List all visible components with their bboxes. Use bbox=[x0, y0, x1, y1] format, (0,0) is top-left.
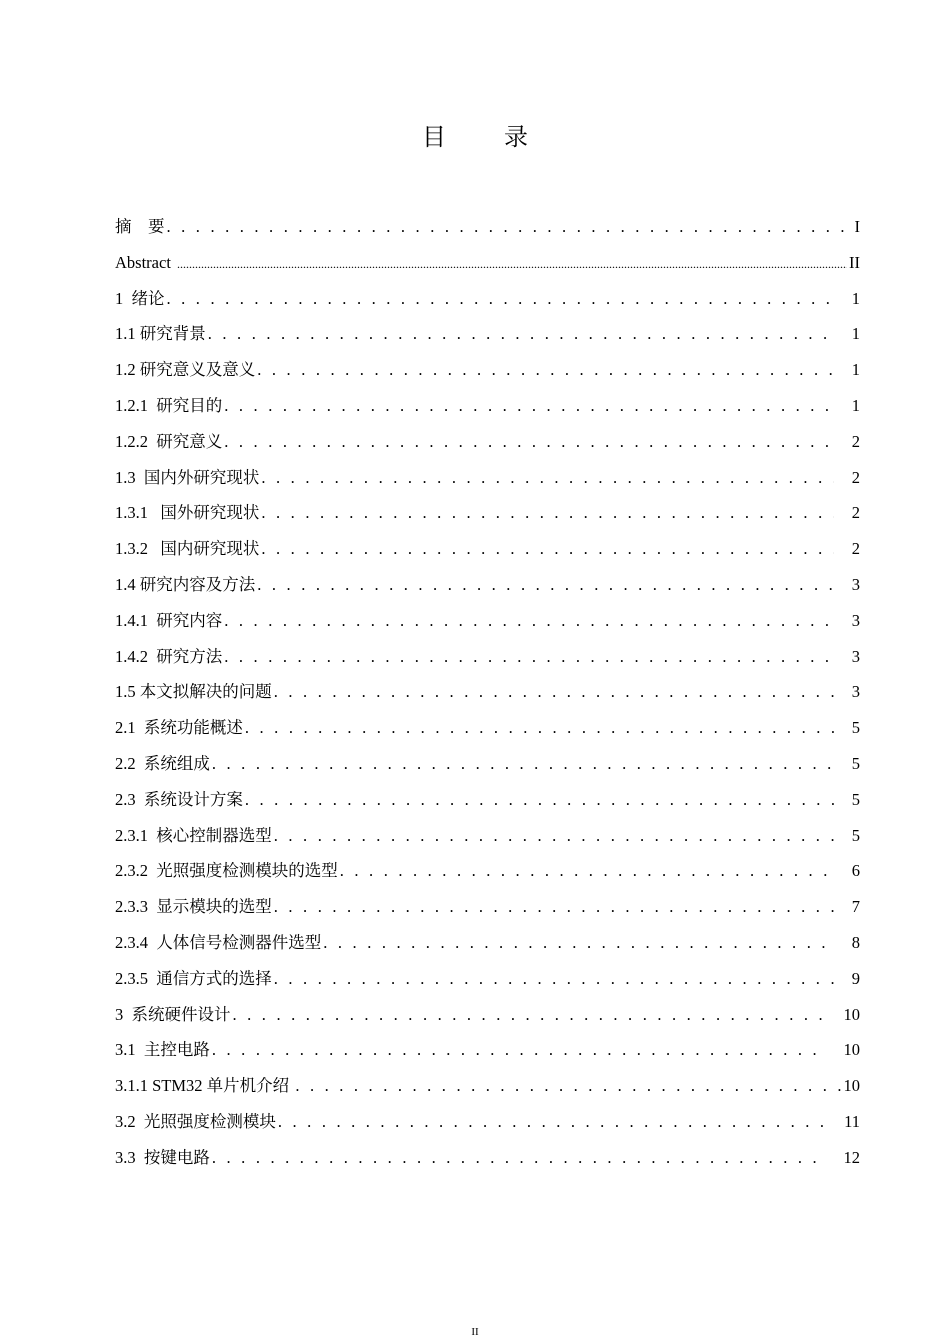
toc-leader-dots bbox=[261, 495, 834, 531]
toc-leader-dots bbox=[224, 388, 834, 424]
toc-title: 目 录 bbox=[422, 125, 554, 151]
toc-entry-label: 1.4.1 研究内容 bbox=[115, 610, 223, 630]
toc-entry[interactable] bbox=[115, 997, 860, 1033]
toc-leader-dots bbox=[212, 1032, 828, 1068]
toc-entry-page: 2 bbox=[851, 503, 860, 523]
toc-entry[interactable] bbox=[115, 1068, 860, 1104]
toc-entry[interactable] bbox=[115, 388, 860, 424]
toc-leader-dots bbox=[212, 746, 834, 782]
toc-entry-label: 2.3.4 人体信号检测器件选型 bbox=[115, 932, 322, 952]
toc-entry-label: 3.1 主控电路 bbox=[115, 1040, 210, 1060]
toc-entry-page: 8 bbox=[851, 932, 860, 952]
toc-entry-label: 1.2 研究意义及意义 bbox=[115, 360, 256, 380]
toc-entry-label: 1.5 本文拟解决的问题 bbox=[115, 682, 272, 702]
toc-leader-dots bbox=[274, 961, 834, 997]
toc-entry[interactable] bbox=[115, 961, 860, 997]
toc-entry-label: 1.3 国内外研究现状 bbox=[115, 467, 260, 487]
toc-entry-page: 10 bbox=[843, 1040, 860, 1060]
toc-entry-page: 5 bbox=[851, 753, 860, 773]
toc-entry[interactable] bbox=[115, 460, 860, 496]
toc-entry-page: 5 bbox=[851, 789, 860, 809]
toc-entry-page: 12 bbox=[843, 1147, 860, 1167]
toc-leader-dots bbox=[278, 1104, 828, 1140]
toc-leader-dots bbox=[212, 1140, 828, 1176]
toc-entry-page: 10 bbox=[843, 1076, 860, 1096]
toc-entry-label: 1.4 研究内容及方法 bbox=[115, 574, 256, 594]
toc-entry-label: 1.1 研究背景 bbox=[115, 324, 206, 344]
toc-entry-label: 1.3.2 国内研究现状 bbox=[115, 539, 260, 559]
toc-entry-page: I bbox=[854, 217, 860, 236]
toc-entry[interactable] bbox=[115, 674, 860, 710]
toc-leader-dots bbox=[257, 352, 834, 388]
toc-entry-page: 5 bbox=[851, 825, 860, 845]
toc-entry-page: 7 bbox=[851, 897, 860, 917]
toc-entry-page: 3 bbox=[851, 646, 860, 666]
toc-entry-label: 1.4.2 研究方法 bbox=[115, 646, 223, 666]
toc-entry-page: 3 bbox=[851, 574, 860, 594]
toc-entry[interactable] bbox=[115, 281, 860, 317]
toc-leader-dots bbox=[257, 567, 834, 603]
toc-leader-dots bbox=[261, 531, 834, 567]
toc-leader-dots bbox=[208, 316, 834, 352]
toc-leader-dots bbox=[274, 818, 834, 854]
toc-leader-dots bbox=[177, 245, 847, 283]
toc-entry-page: 9 bbox=[851, 968, 860, 988]
toc-leader-dots bbox=[245, 710, 834, 746]
toc-leader-dots bbox=[245, 782, 834, 818]
toc-entry-page: 3 bbox=[851, 682, 860, 702]
toc-entry-label: 2.3.1 核心控制器选型 bbox=[115, 825, 272, 845]
toc-entry-page: 1 bbox=[851, 324, 860, 344]
toc-entry[interactable] bbox=[115, 495, 860, 531]
toc-entry[interactable] bbox=[115, 352, 860, 388]
toc-leader-dots bbox=[274, 889, 834, 925]
toc-leader-dots bbox=[224, 639, 834, 675]
toc-entry-label: Abstract bbox=[115, 252, 176, 272]
toc-entry-label: 2.1 系统功能概述 bbox=[115, 718, 243, 738]
toc-entry-label: 2.2 系统组成 bbox=[115, 753, 210, 773]
toc-entry-label: 2.3.2 光照强度检测模块的选型 bbox=[115, 861, 338, 881]
toc-entry-label: 3.2 光照强度检测模块 bbox=[115, 1111, 276, 1131]
toc-entry[interactable] bbox=[115, 1140, 860, 1176]
toc-leader-dots bbox=[167, 209, 849, 245]
toc-entry-label: 2.3.3 显示模块的选型 bbox=[115, 897, 272, 917]
toc-entry-page: 1 bbox=[851, 395, 860, 415]
toc-entry[interactable] bbox=[115, 818, 860, 854]
toc-entry-page: 6 bbox=[851, 861, 860, 881]
toc-leader-dots bbox=[224, 424, 834, 460]
toc-entry[interactable] bbox=[115, 925, 860, 961]
toc-entry[interactable] bbox=[115, 567, 860, 603]
toc-entry-label: 1 绪论 bbox=[115, 288, 165, 308]
toc-entry[interactable] bbox=[115, 1032, 860, 1068]
toc-leader-dots bbox=[323, 925, 834, 961]
toc-leader-dots bbox=[340, 853, 834, 889]
toc-entry-label: 2.3 系统设计方案 bbox=[115, 789, 243, 809]
toc-entry[interactable] bbox=[115, 316, 860, 352]
toc-entry[interactable] bbox=[115, 889, 860, 925]
toc-entry[interactable] bbox=[115, 782, 860, 818]
toc-entry-page: 10 bbox=[843, 1004, 860, 1024]
toc-leader-dots bbox=[261, 460, 834, 496]
toc-entry[interactable] bbox=[115, 1104, 860, 1140]
toc-entry[interactable] bbox=[115, 209, 860, 245]
toc-entry-page: 2 bbox=[851, 431, 860, 451]
toc-entry-page: 2 bbox=[851, 467, 860, 487]
toc-entry-label: 1.2.1 研究目的 bbox=[115, 395, 223, 415]
toc-entry-label: 1.3.1 国外研究现状 bbox=[115, 503, 260, 523]
table-of-contents bbox=[115, 209, 860, 1176]
toc-entry[interactable] bbox=[115, 746, 860, 782]
toc-entry-page: II bbox=[849, 252, 860, 272]
toc-entry-page: 1 bbox=[851, 360, 860, 380]
toc-entry[interactable] bbox=[115, 245, 860, 281]
toc-entry[interactable] bbox=[115, 853, 860, 889]
toc-entry-label: 3 系统硬件设计 bbox=[115, 1004, 231, 1024]
toc-entry[interactable] bbox=[115, 639, 860, 675]
toc-leader-dots bbox=[295, 1068, 841, 1104]
toc-entry[interactable] bbox=[115, 424, 860, 460]
toc-entry[interactable] bbox=[115, 710, 860, 746]
toc-leader-dots bbox=[224, 603, 834, 639]
toc-entry-page: 2 bbox=[851, 539, 860, 559]
toc-entry-label: 3.3 按键电路 bbox=[115, 1147, 210, 1167]
toc-entry-page: 3 bbox=[851, 610, 860, 630]
toc-entry-page: 11 bbox=[844, 1111, 860, 1131]
toc-entry-page: 5 bbox=[851, 718, 860, 738]
toc-leader-dots bbox=[233, 997, 828, 1033]
toc-entry[interactable] bbox=[115, 531, 860, 567]
toc-entry[interactable] bbox=[115, 603, 860, 639]
toc-entry-page: 1 bbox=[851, 288, 860, 308]
toc-entry-label: 摘 要 bbox=[115, 217, 165, 236]
toc-leader-dots bbox=[274, 674, 834, 710]
toc-entry-label: 1.2.2 研究意义 bbox=[115, 431, 223, 451]
toc-entry-label: 2.3.5 通信方式的选择 bbox=[115, 968, 272, 988]
toc-leader-dots bbox=[167, 281, 835, 317]
page-number: II bbox=[471, 1326, 479, 1338]
toc-entry-label: 3.1.1 STM32 单片机介绍 bbox=[115, 1076, 294, 1096]
